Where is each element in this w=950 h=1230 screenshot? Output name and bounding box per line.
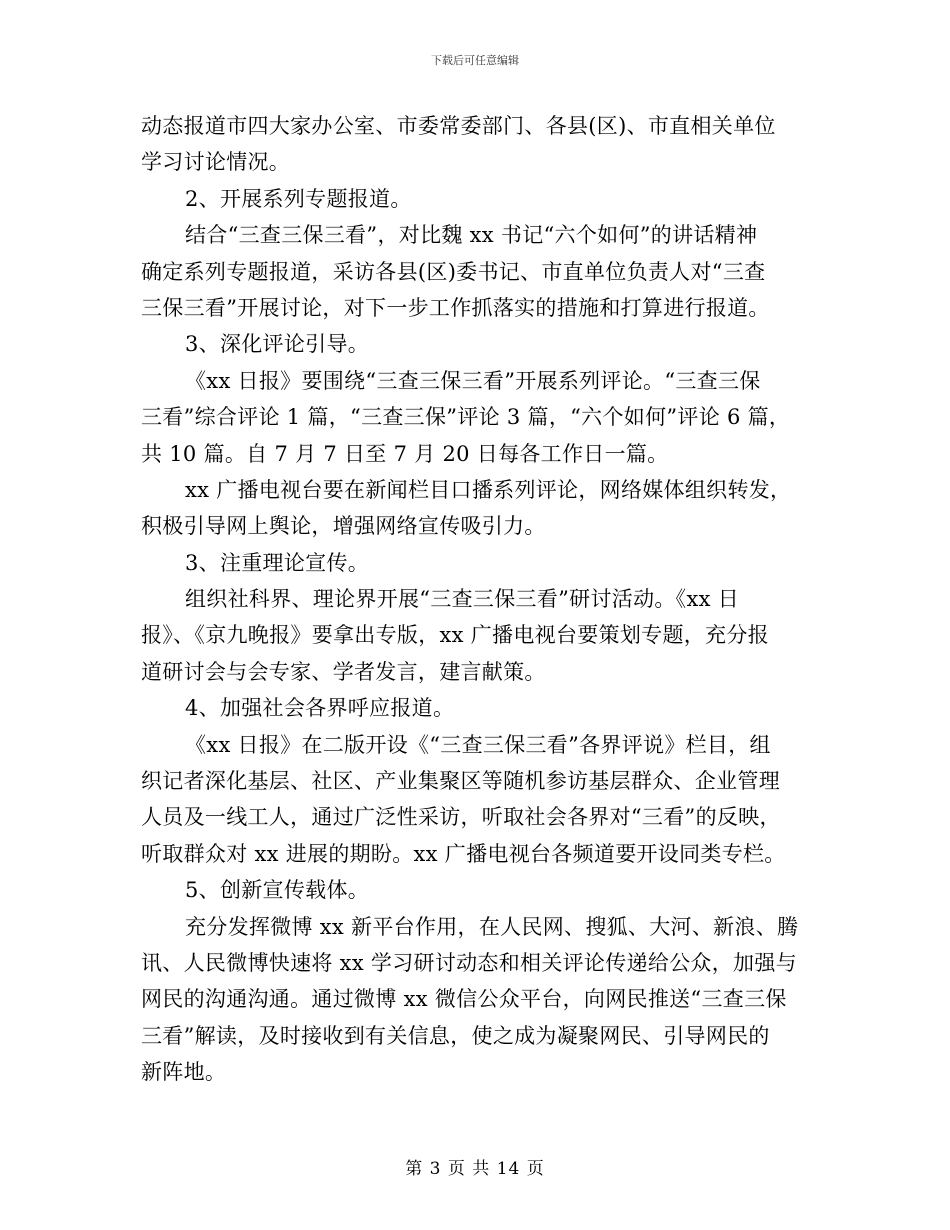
text-line: 听取群众对 xx 进展的期盼。xx 广播电视台各频道要开设同类专栏。 [141,841,786,866]
section-heading: 3、深化评论引导。 [185,332,370,357]
section-heading: 2、开展系列专题报道。 [185,186,412,211]
text-line: 三看”解读，及时接收到有关信息，使之成为凝聚网民、引导网民的 [141,1023,770,1048]
text-line: 《xx 日报》在二版开设《“三查三保三看”各界评说》栏目，组 [185,732,771,757]
text-line: 道研讨会与会专家、学者发言，建言献策。 [141,659,546,684]
text-line: 结合“三查三保三看”，对比魏 xx 书记“六个如何”的讲话精神 [185,223,758,248]
document-body [141,108,831,1091]
text-line: 积极引导网上舆论，增强网络宣传吸引力。 [141,514,546,539]
text-line: 共 10 篇。自 7 月 7 日至 7 月 20 日每各工作日一篇。 [141,441,669,466]
text-line: 组织社科界、理论界开展“三查三保三看”研讨活动。《xx 日 [185,587,740,612]
page-number: 第 3 页 共 14 页 [405,1159,545,1179]
text-line: 充分发挥微博 xx 新平台作用，在人民网、搜狐、大河、新浪、腾 [185,914,799,939]
section-heading: 5、创新宣传载体。 [185,878,370,903]
text-line: 网民的沟通沟通。通过微博 xx 微信公众平台，向网民推送“三查三保 [141,987,787,1012]
text-line: 织记者深化基层、社区、产业集聚区等随机参访基层群众、企业管理 [141,769,780,794]
text-line: 讯、人民微博快速将 xx 学习研讨动态和相关评论传递给公众，加强与 [141,950,797,975]
text-line: 报》、《京九晚报》要拿出专版，xx 广播电视台要策划专题，充分报 [141,623,769,648]
section-heading: 3、注重理论宣传。 [185,550,370,575]
text-line: 动态报道市四大家办公室、市委常委部门、各县(区)、市直相关单位 [141,114,776,138]
section-heading: 4、加强社会各界呼应报道。 [185,696,455,721]
text-line: xx 广播电视台要在新闻栏目口播系列评论，网络媒体组织转发， [185,477,792,502]
text-line: 新阵地。 [141,1060,227,1085]
text-line: 三保三看”开展讨论，对下一步工作抓落实的措施和打算进行报道。 [141,295,770,320]
text-line: 确定系列专题报道，采访各县(区)委书记、市直单位负责人对“三查 [141,259,766,284]
text-line: 《xx 日报》要围绕“三查三保三看”开展系列评论。“三查三保 [185,368,761,393]
text-line: 人员及一线工人，通过广泛性采访，听取社会各界对“三看”的反映， [141,805,781,830]
text-line: 学习讨论情况。 [141,150,291,175]
page-header-note: 下载后可任意编辑 [431,54,519,67]
text-line: 三看”综合评论 1 篇，“三查三保”评论 3 篇，“六个如何”评论 6 篇， [141,405,791,430]
